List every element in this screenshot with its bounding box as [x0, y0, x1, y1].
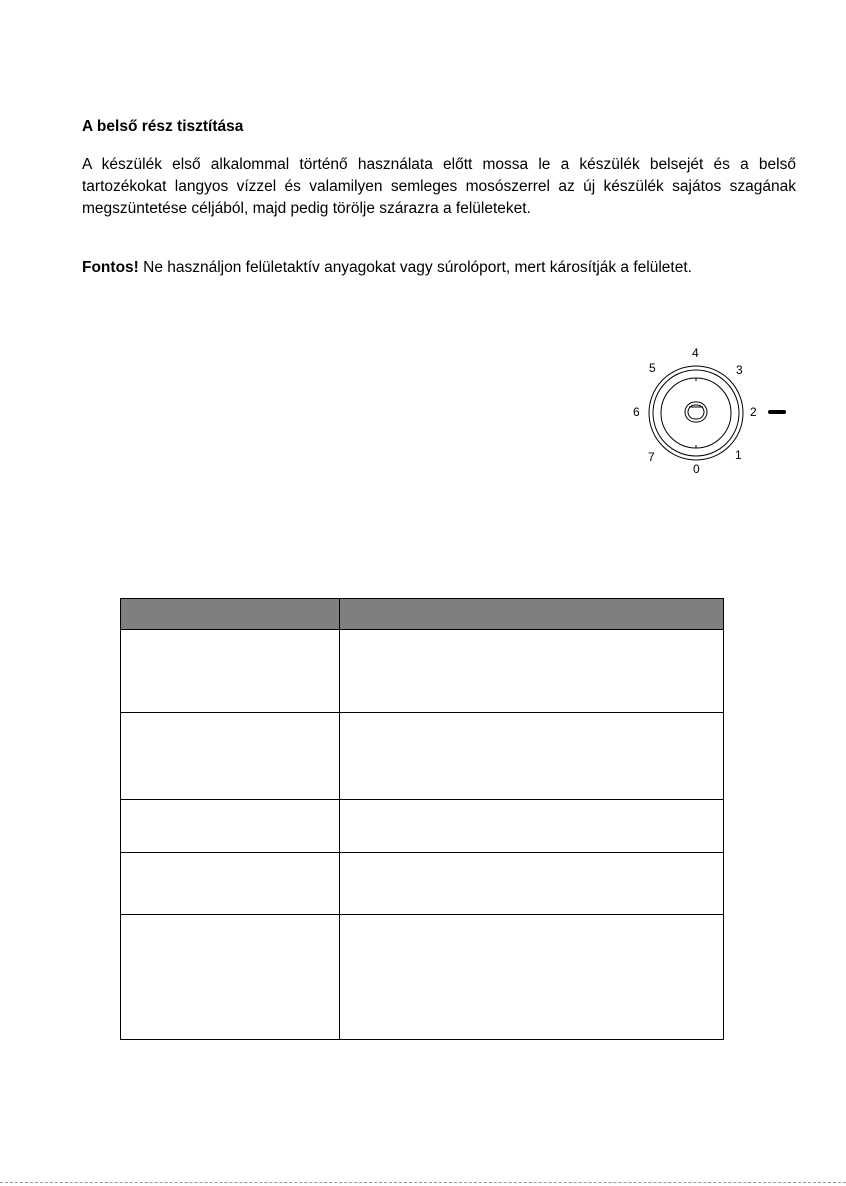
dial-label-2: 2 — [750, 405, 757, 419]
note-text: Ne használjon felületaktív anyagokat vagy súrolóport, mert károsítják a felületet. — [138, 259, 692, 276]
table-header-row — [121, 599, 724, 630]
cleaning-paragraph: A készülék első alkalommal történő használata előtt mossa le a készülék belsejét és a belső tartozékokat langyos vízzel és valamilyen semleges mosószerrel az új készülék sajátos szagának megszüntetése céljából, majd pedig törölje szárazra a felületeket. — [82, 156, 796, 217]
table-cell-right — [340, 853, 724, 915]
dial-label-0: 0 — [693, 462, 700, 476]
troubleshooting-table — [120, 598, 724, 1040]
important-note — [82, 257, 802, 279]
dial-label-7: 7 — [648, 450, 655, 464]
page-bottom-divider — [0, 1182, 846, 1183]
dial-label-1: 1 — [735, 448, 742, 462]
table-cell-left — [121, 713, 340, 800]
table-header-cell-left — [121, 599, 340, 630]
dial-label-6: 6 — [633, 405, 640, 419]
table-cell-left — [121, 800, 340, 853]
table-row — [121, 630, 724, 713]
table-cell-right — [340, 800, 724, 853]
dial-label-3: 3 — [736, 363, 743, 377]
table-cell-right — [340, 713, 724, 800]
thermostat-dial — [633, 340, 800, 490]
table-cell-left — [121, 630, 340, 713]
dial-label-4: 4 — [692, 346, 699, 360]
section-heading: A belső rész tisztítása — [82, 118, 244, 135]
table-row — [121, 800, 724, 853]
table-cell-right — [340, 915, 724, 1040]
note-label: Fontos! — [82, 259, 139, 276]
table-header-cell-right — [340, 599, 724, 630]
dial-label-5: 5 — [649, 361, 656, 375]
table-row — [121, 853, 724, 915]
table-row — [121, 915, 724, 1040]
table-cell-left — [121, 853, 340, 915]
table-row — [121, 713, 724, 800]
thermostat-dial-icon — [633, 340, 800, 490]
table-cell-right — [340, 630, 724, 713]
table-cell-left — [121, 915, 340, 1040]
